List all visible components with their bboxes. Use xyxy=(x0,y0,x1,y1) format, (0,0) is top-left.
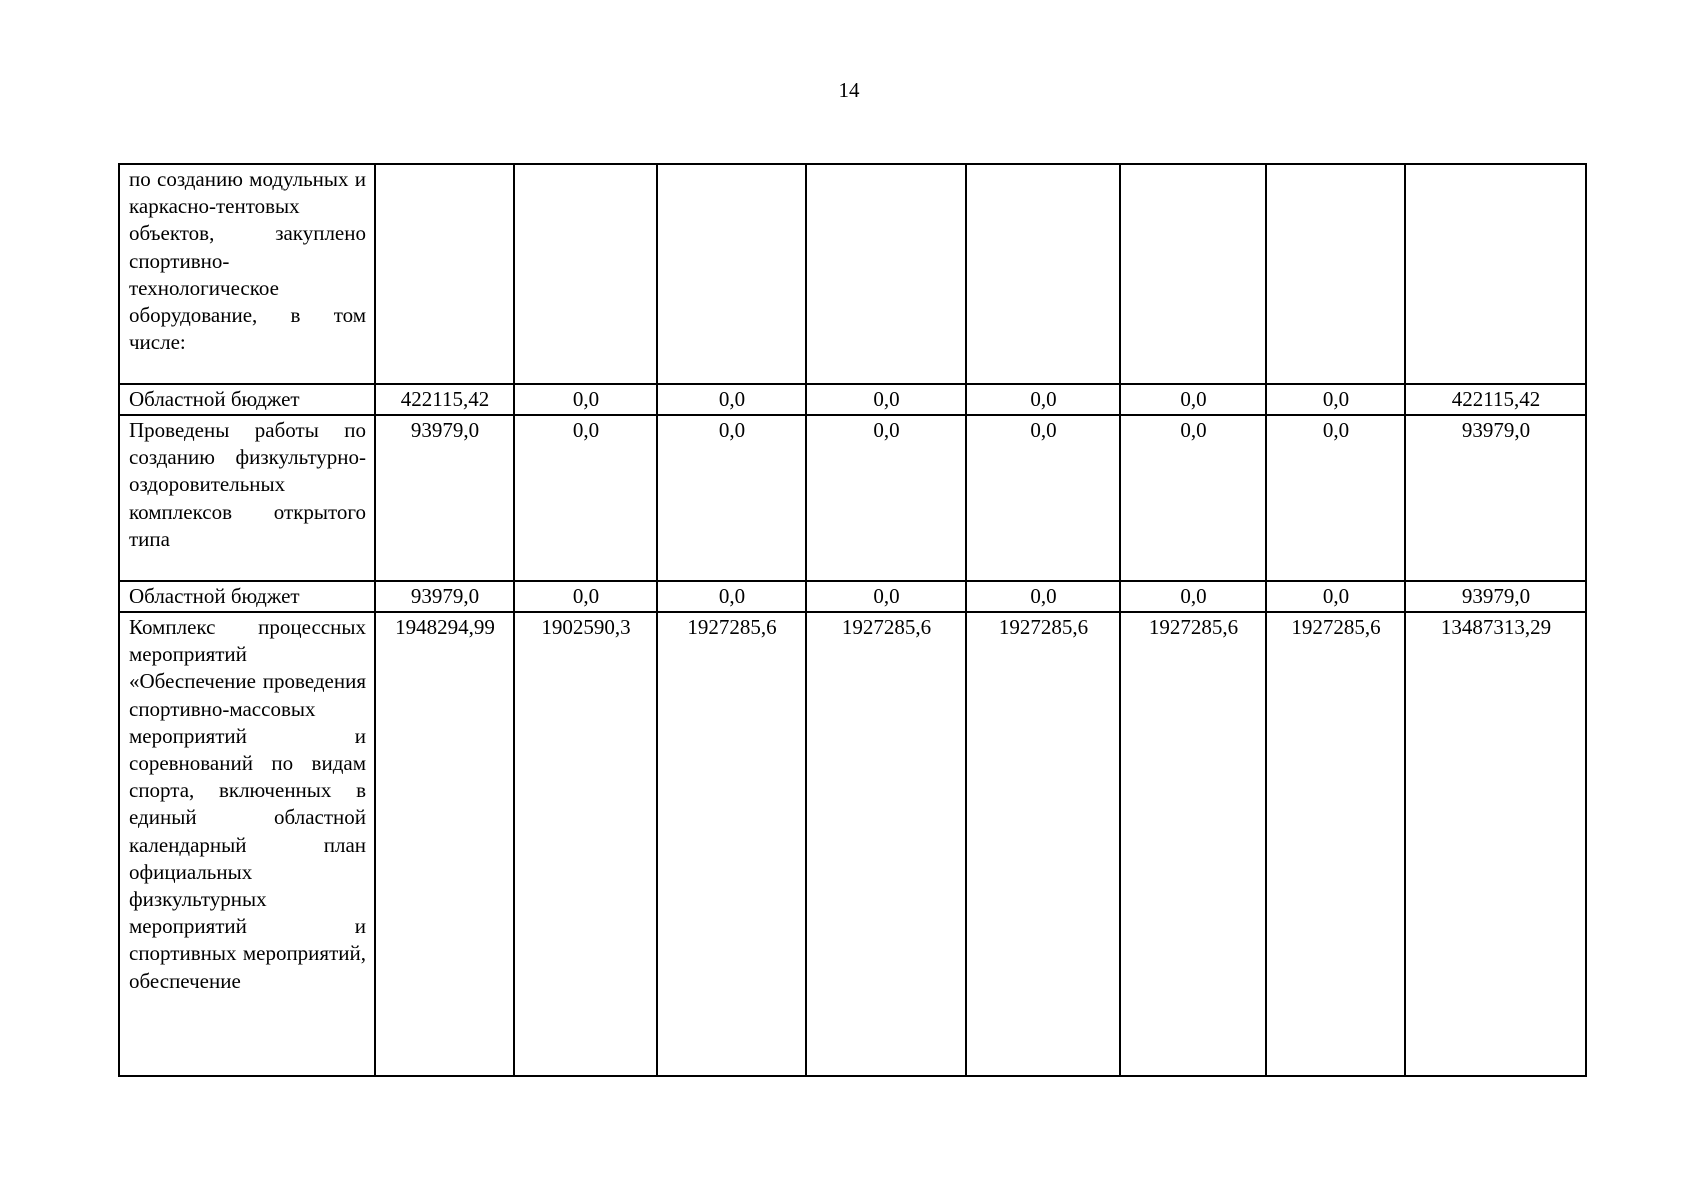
value-cell: 0,0 xyxy=(514,415,657,581)
value-cell: 0,0 xyxy=(966,415,1120,581)
total-cell: 422115,42 xyxy=(1405,384,1586,415)
value-cell xyxy=(657,164,806,384)
row-description: по созданию модульных и каркасно-тентовых объектов, закуплено спортивно-технологическое оборудование, в том числе: xyxy=(119,164,375,384)
table-row xyxy=(119,612,1586,1076)
value-cell: 1927285,6 xyxy=(1120,612,1266,1076)
total-cell: 13487313,29 xyxy=(1405,612,1586,1076)
value-cell: 0,0 xyxy=(1120,384,1266,415)
value-cell: 0,0 xyxy=(1266,384,1405,415)
value-cell: 0,0 xyxy=(1120,415,1266,581)
total-cell xyxy=(1405,164,1586,384)
value-cell: 1927285,6 xyxy=(657,612,806,1076)
value-cell: 0,0 xyxy=(1266,415,1405,581)
value-cell: 0,0 xyxy=(966,384,1120,415)
value-cell: 0,0 xyxy=(806,415,966,581)
value-cell: 93979,0 xyxy=(375,581,514,612)
value-cell: 0,0 xyxy=(657,384,806,415)
table-row xyxy=(119,164,1586,384)
value-cell xyxy=(806,164,966,384)
value-cell: 0,0 xyxy=(966,581,1120,612)
value-cell: 93979,0 xyxy=(375,415,514,581)
total-cell: 93979,0 xyxy=(1405,415,1586,581)
table-row xyxy=(119,415,1586,581)
value-cell xyxy=(966,164,1120,384)
value-cell xyxy=(1266,164,1405,384)
value-cell: 0,0 xyxy=(1120,581,1266,612)
value-cell: 0,0 xyxy=(1266,581,1405,612)
row-description: Областной бюджет xyxy=(119,384,375,415)
value-cell: 1927285,6 xyxy=(1266,612,1405,1076)
value-cell: 422115,42 xyxy=(375,384,514,415)
row-description: Областной бюджет xyxy=(119,581,375,612)
value-cell: 1927285,6 xyxy=(966,612,1120,1076)
table-row xyxy=(119,581,1586,612)
value-cell: 0,0 xyxy=(514,581,657,612)
value-cell: 1902590,3 xyxy=(514,612,657,1076)
total-cell: 93979,0 xyxy=(1405,581,1586,612)
value-cell: 0,0 xyxy=(806,384,966,415)
row-description: Проведены работы по созданию физкультурно-оздоровительных комплексов открытого типа xyxy=(119,415,375,581)
page-number: 14 xyxy=(838,78,860,102)
value-cell: 0,0 xyxy=(514,384,657,415)
table-row xyxy=(119,384,1586,415)
value-cell: 0,0 xyxy=(806,581,966,612)
value-cell: 0,0 xyxy=(657,415,806,581)
value-cell: 0,0 xyxy=(657,581,806,612)
row-description: Комплекс процессных мероприятий «Обеспечение проведения спортивно-массовых мероприятий и соревнований по видам спорта, включенных в единый областной календарный план официальных физкультурных мероприятий и спортивных мероприятий, обеспечение xyxy=(119,612,375,1076)
value-cell xyxy=(1120,164,1266,384)
value-cell xyxy=(514,164,657,384)
budget-table xyxy=(118,163,1587,1077)
value-cell: 1927285,6 xyxy=(806,612,966,1076)
value-cell: 1948294,99 xyxy=(375,612,514,1076)
value-cell xyxy=(375,164,514,384)
